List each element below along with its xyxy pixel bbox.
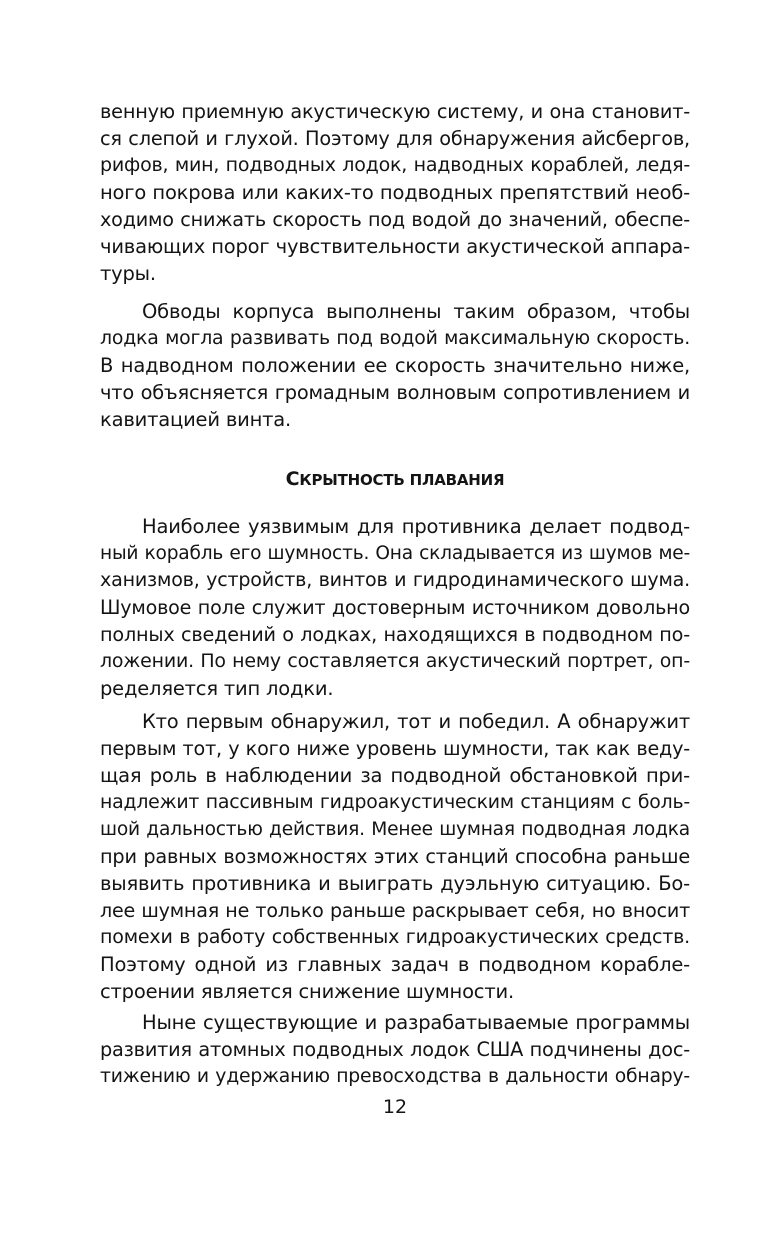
text-line: развития атомных подводных лодок США подчинены дос- bbox=[100, 1038, 690, 1061]
text-line: туры. bbox=[100, 262, 156, 285]
text-line: ханизмов, устройств, винтов и гидродинамического шума. bbox=[100, 569, 690, 591]
paragraph-1 bbox=[100, 98, 690, 287]
text-line: помехи в работу собственных гидроакустических средств. bbox=[100, 926, 690, 948]
text-line: шой дальностью действия. Менее шумная подводная лодка bbox=[100, 819, 690, 840]
text-line: кавитацией винта. bbox=[100, 408, 292, 431]
text-line: венную приемную акустическую систему, и она становит- bbox=[100, 100, 690, 123]
text-line: чивающих порог чувствительности акустической аппара- bbox=[100, 235, 690, 258]
text-line: ного покрова или каких-то подводных препятствий необ- bbox=[100, 181, 690, 204]
text-line: полных сведений о лодках, находящихся в подводном по- bbox=[100, 623, 690, 646]
text-line: ный корабль его шумность. Она складывается из шумов ме- bbox=[100, 543, 690, 564]
section-heading-initial: С bbox=[285, 468, 300, 490]
text-line: при равных возможностях этих станций способна раньше bbox=[100, 845, 690, 868]
text-line: Наиболее уязвимым для противника делает подвод- bbox=[142, 515, 690, 538]
text-line: Ныне существующие и разрабатываемые программы bbox=[142, 1011, 690, 1034]
text-line: Поэтому одной из главных задач в подводном корабле- bbox=[100, 953, 690, 976]
text-line: ределяется тип лодки. bbox=[100, 677, 334, 700]
text-line: ходимо снижать скорость под водой до значений, обеспе- bbox=[100, 208, 690, 231]
text-line: тижению и удержанию превосходства в дальности обнару- bbox=[100, 1066, 690, 1087]
text-line: Обводы корпуса выполнены таким образом, чтобы bbox=[142, 300, 690, 323]
paragraph-5 bbox=[100, 1009, 690, 1090]
text-line: ложении. По нему составляется акустический портрет, оп- bbox=[100, 650, 690, 672]
paragraph-2 bbox=[100, 298, 690, 433]
text-line: щая роль в наблюдении за подводной обстановкой при- bbox=[100, 764, 690, 787]
paragraph-3 bbox=[100, 513, 690, 702]
section-heading bbox=[100, 466, 690, 494]
text-line: что объясняется громадным волновым сопротивлением и bbox=[100, 381, 690, 404]
text-line: надлежит пассивным гидроакустическим станциям с боль- bbox=[100, 791, 690, 813]
text-line: рифов, мин, подводных лодок, надводных кораблей, ледя- bbox=[100, 154, 690, 176]
section-heading-rest: КРЫТНОСТЬ ПЛАВАНИЯ bbox=[299, 471, 505, 489]
text-line: первым тот, у кого ниже уровень шумности, так как веду- bbox=[100, 737, 690, 760]
text-line: Кто первым обнаружил, тот и победил. А обнаружит bbox=[142, 710, 690, 733]
text-line: В надводном положении ее скорость значительно ниже, bbox=[100, 354, 690, 377]
text-line: Шумовое поле служит достоверным источником довольно bbox=[100, 596, 690, 619]
text-line: выявить противника и выиграть дуэльную ситуацию. Бо- bbox=[100, 872, 690, 895]
text-line: ся слепой и глухой. Поэтому для обнаружения айсбергов, bbox=[100, 127, 690, 150]
text-line: строении является снижение шумности. bbox=[100, 980, 514, 1003]
text-line: лодка могла развивать под водой максимальную скорость. bbox=[100, 327, 690, 349]
paragraph-4 bbox=[100, 708, 690, 1005]
text-line: лее шумная не только раньше раскрывает себя, но вносит bbox=[100, 899, 690, 922]
page-number: 12 bbox=[382, 1096, 408, 1118]
